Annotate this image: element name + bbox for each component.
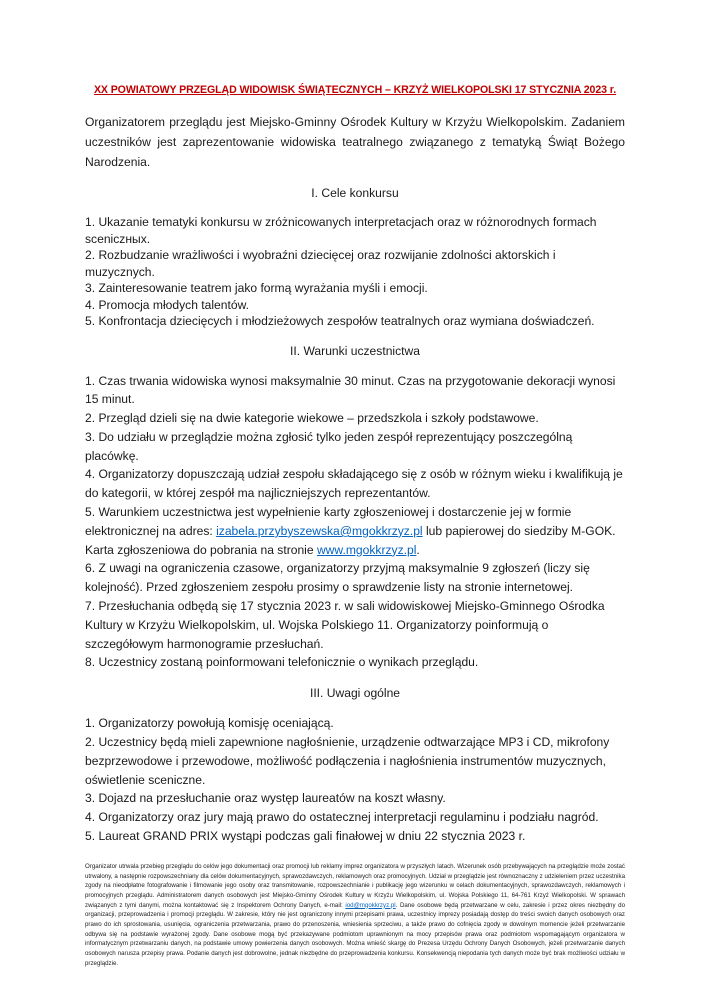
list-item-application xyxy=(85,503,625,559)
section-goals-heading: I. Cele konkursu xyxy=(311,186,399,200)
contact-email-link[interactable]: izabela.przybyszewska@mgokkrzyz.pl xyxy=(216,523,423,538)
application-text-end: . xyxy=(416,542,420,557)
list-item: 2. Przegląd dzieli się na dwie kategorie wiekowe – przedszkola i szkoły podstawowe. xyxy=(85,411,539,426)
list-item: 3. Do udziału w przeglądzie można zgłosić tylko jeden zespół reprezentujący poszczególną placówkę. xyxy=(85,429,573,463)
list-item: 7. Przesłuchania odbędą się 17 stycznia 2023 r. w sali widowiskowej Miejsko-Gminnego Ośrodka Kultury w Krzyżu Wielkopolskim, ul. Wojska Polskiego 11. Organizatorzy poinformują o szczegółowym harmonogramie przesłuchań. xyxy=(85,599,605,651)
list-item: 5. Laureat GRAND PRIX wystąpi podczas gali finałowej w dniu 22 stycznia 2023 r. xyxy=(85,829,526,844)
general-notes-list xyxy=(85,714,625,846)
list-item: 2. Uczestnicy będą mieli zapewnione nagłośnienie, urządzenie odtwarzające MP3 i CD, mikrofony bezprzewodowe i przewodowe, możliwość podłączenia i nagłośnienia instrumentów muzycznych, oświetlenie sceniczne. xyxy=(85,735,610,787)
list-item: 2. Rozbudzanie wrażliwości i wyobraźni dziecięcej oraz rozwijanie zdolności aktorskich i muzycznych. xyxy=(85,248,556,279)
conditions-list xyxy=(85,372,625,673)
list-item: 3. Dojazd na przesłuchanie oraz występ laureatów na koszt własny. xyxy=(85,791,446,806)
website-link[interactable]: www.mgokkrzyz.pl xyxy=(316,542,417,557)
list-item: 4. Promocja młodych talentów. xyxy=(85,297,250,312)
section-conditions-heading: II. Warunki uczestnictwa xyxy=(290,343,420,358)
section-general-heading: III. Uwagi ogólne xyxy=(309,686,401,701)
list-item: 1. Ukazanie tematyki konkursu w zróżnicowanych interpretacjach oraz w różnorodnych formach sceniczных. xyxy=(85,215,597,246)
application-text-start: 5. Warunkiem uczestnictwa jest wypełnienie karty zgłoszeniowej i dostarczenie jej w formie elektronicznej na adres: xyxy=(85,505,572,538)
list-item: 8. Uczestnicy zostaną poinformowani telefonicznie o wynikach przeglądu. xyxy=(85,655,479,670)
goals-list xyxy=(85,214,625,330)
document-page xyxy=(85,84,625,969)
gdpr-notice xyxy=(85,862,625,969)
list-item: 1. Czas trwania widowiska wynosi maksymalnie 30 minut. Czas na przygotowanie dekoracji wynosi 15 minut. xyxy=(85,373,616,407)
iod-email-link[interactable]: iod@mgokkrzyz.pl xyxy=(345,901,396,909)
application-text-middle: lub papierowej do siedziby M-GOK. Karta zgłoszeniowa do pobrania na stronie xyxy=(85,523,616,557)
gdpr-text-start: Organizator utrwala przebieg przeglądu do celów jego dokumentacji oraz promocji lub reklamy imprez organizatora w przyszłych latach. Wizerunek osób przebywających na przeglądzie może zostać utrwalony, a następnie rozpowszechniany dla celów dokumentacyjnych, sprawozdawczych, reklamowych oraz promocyjnych. Udział w przeglądzie jest równoznaczny z udzieleniem przez uczestnika zgody na nieodpłatne fotografowanie i filmowanie jego osoby oraz transmitowanie, rozpowszechnianie i publikację jego wizerunku w celach dokumentacyjnych, sprawozdawczych, reklamowych i promocyjnych przeglądu. Administratorem danych osobowych jest Miejsko-Gminny Ośrodek Kultury w Krzyżu Wielkopolskim, ul. Wojska Polskiego 11, 64-761 Krzyż Wielkopolski. W sprawach związanych z tymi danymi, można kontaktować się z Inspektorem Ochrony Danych, e-mail: xyxy=(85,862,625,909)
intro-paragraph: Organizatorem przeglądu jest Miejsko-Gminny Ośrodek Kultury w Krzyżu Wielkopolskim. Zadaniem uczestników jest zaprezentowanie widowiska teatralnego związanego z tematyką Świąt Bożego Narodzenia. xyxy=(85,115,625,169)
list-item: 6. Z uwagi na ograniczenia czasowe, organizatorzy przyjmą maksymalnie 9 zgłoszeń (liczy się kolejność). Przed zgłoszeniem zespołu prosimy o sprawdzenie listy na stronie internetowej. xyxy=(85,561,590,595)
list-item: 4. Organizatorzy dopuszczają udział zespołu składającego się z osób w różnym wieku i kwalifikują je do kategorii, w której zespół ma najliczniejszych reprezentantów. xyxy=(85,467,623,501)
list-item: 4. Organizatorzy oraz jury mają prawo do ostatecznej interpretacji regulaminu i podziału nagród. xyxy=(85,810,599,825)
list-item: 5. Konfrontacja dziecięcych i młodzieżowych zespołów teatralnych oraz wymiana doświadczeń. xyxy=(85,314,595,328)
list-item: 3. Zainteresowanie teatrem jako formą wyrażania myśli i emocji. xyxy=(85,281,428,295)
gdpr-text-end: . Dane osobowe będą przetwarzane w celu, zakresie i przez okres niezbędny do organizacji, przeprowadzenia i promocji przeglądu. W zakresie, który nie jest ograniczony innymi przepisami prawa, uczestnicy imprezy posiadają dostęp do treści swoich danych osobowych oraz prawo do ich sprostowania, usunięcia, ograniczenia przetwarzania, prawo do przenoszenia, wniesienia sprzeciwu, a także prawo do cofnięcia zgody w dowolnym momencie jeżeli przetwarzanie odbywa się na podstawie wyrażonej zgody. Dane osobowe mogą być przekazywane podmiotom uprawnionym na mocy przepisów prawa oraz podmiotom wspomagającym organizatora w informatycznym przetwarzaniu danych, na podstawie umowy powierzenia danych osobowych. Można wnieść skargę do Prezesa Urzędu Ochrony Danych Osobowych, jeżeli przetwarzanie danych osobowych narusza przepisy prawa. Podanie danych jest dobrowolne, jednak niezbędne do przeprowadzenia konkursu. Konsekwencją niepodania tych danych może być brak możliwości udziału w przeglądzie. xyxy=(85,901,625,967)
document-title: XX POWIATOWY PRZEGLĄD WIDOWISK ŚWIĄTECZNYCH – KRZYŻ WIELKOPOLSKI 17 STYCZNIA 2023 r. xyxy=(93,84,617,96)
list-item: 1. Organizatorzy powołują komisję oceniającą. xyxy=(85,716,334,731)
